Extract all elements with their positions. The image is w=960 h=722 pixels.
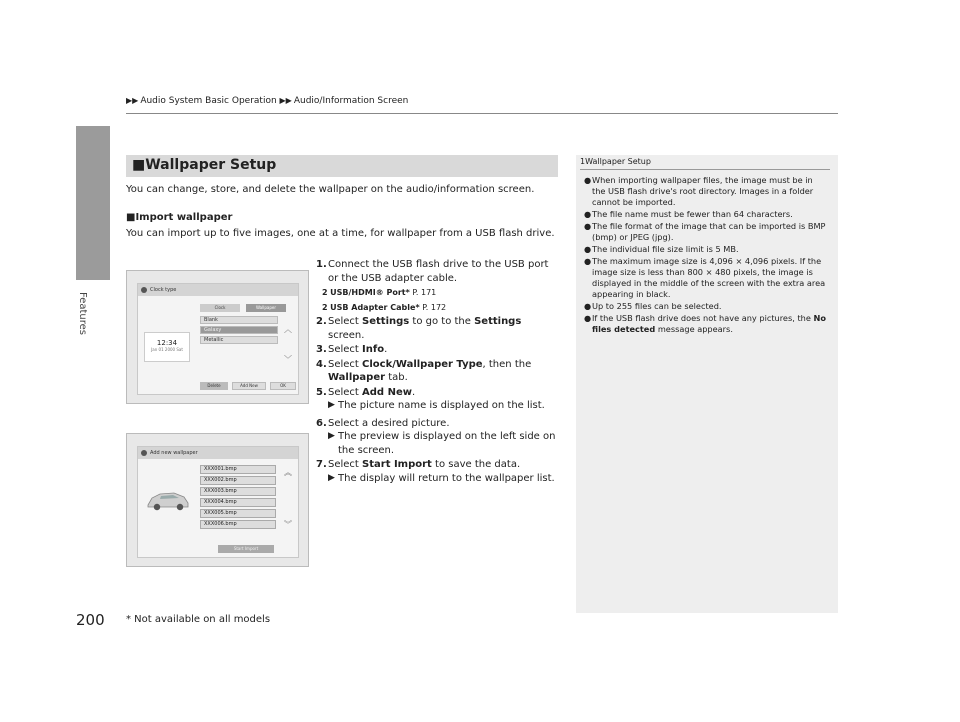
intro-text: You can change, store, and delete the wallpaper on the audio/information screen.: [126, 184, 535, 195]
screen-title: Add new wallpaper: [150, 450, 198, 456]
footnote: * Not available on all models: [126, 614, 271, 625]
clock-preview: [144, 332, 190, 362]
bullet-icon: ●: [584, 221, 592, 231]
step-ui-label: Start Import: [362, 459, 432, 470]
reference-icon: 2: [322, 302, 328, 312]
subsection-marker-icon: ■: [126, 212, 136, 223]
step-item: [316, 343, 560, 357]
section-title: [132, 157, 276, 173]
step-text: , then the: [482, 358, 532, 370]
reference-star: *: [415, 302, 420, 312]
screen-add-wallpaper: [137, 446, 299, 558]
step-text: Select: [328, 459, 363, 470]
notes-list: [584, 175, 828, 336]
step-item: [316, 417, 560, 458]
step-item: [316, 458, 560, 485]
tab-wallpaper[interactable]: Wallpaper: [246, 304, 286, 312]
screen-title-bar: [138, 447, 298, 459]
list-item[interactable]: XXX005.bmp: [200, 509, 276, 518]
file-list: [200, 465, 276, 531]
step-item: [316, 315, 560, 342]
step-number: 2.: [316, 316, 327, 327]
step-text: Connect the USB flash drive to the USB port or the USB adapter cable.: [328, 259, 549, 284]
step-text: .: [384, 344, 388, 355]
screen-title: Clock type: [150, 287, 177, 293]
bullet-icon: ●: [584, 175, 592, 185]
section-marker-icon: ■: [132, 157, 146, 173]
step-text: tab.: [385, 372, 408, 383]
step-text: Select: [328, 358, 363, 370]
breadcrumb-arrow-icon: ▶▶: [279, 96, 292, 105]
step-number: 3.: [316, 344, 327, 355]
scroll-up-icon[interactable]: ︿: [284, 325, 292, 334]
scroll-up-icon[interactable]: ︽: [284, 468, 292, 477]
import-description: You can import up to five images, one at a time, for wallpaper from a USB flash drive.: [126, 228, 555, 239]
wallpaper-list: [200, 316, 278, 346]
screen-title-bar: [138, 284, 298, 296]
scroll-down-icon[interactable]: ﹀: [284, 355, 292, 364]
chapter-tab: [76, 126, 110, 280]
reference-icon: 2: [322, 288, 328, 297]
result-text: The display will return to the wallpaper list.: [338, 472, 555, 484]
step-text: to go to the: [409, 316, 475, 327]
step-item: [316, 358, 560, 385]
list-item[interactable]: XXX006.bmp: [200, 520, 276, 529]
add-wallpaper-screenshot: [126, 433, 309, 567]
delete-button[interactable]: Delete: [200, 382, 228, 390]
reference-page: P. 172: [422, 302, 447, 312]
bullet-icon: ●: [584, 209, 592, 219]
step-text: .: [411, 386, 416, 398]
result-arrow-icon: ▶: [328, 472, 335, 483]
step-number: 5.: [316, 386, 327, 398]
chapter-tab-label: Features: [77, 292, 88, 335]
list-item: [584, 313, 828, 335]
note-text: The individual file size limit is 5 MB.: [592, 244, 739, 254]
note-text: When importing wallpaper files, the image must be in the USB flash drive's root directory. Images in a folder cannot be imported.: [592, 175, 814, 207]
step-text: Select: [328, 344, 363, 355]
breadcrumb-item[interactable]: Audio System Basic Operation: [140, 96, 277, 106]
step-result: [328, 472, 560, 486]
start-import-button[interactable]: Start Import: [218, 545, 274, 553]
step-ui-label: Settings: [362, 316, 410, 327]
result-arrow-icon: ▶: [328, 431, 335, 441]
clock-type-screenshot: [126, 270, 309, 404]
step-item: [316, 386, 560, 413]
subsection-title: [126, 212, 232, 223]
step-result: [328, 430, 560, 457]
step-ui-label: Wallpaper: [328, 372, 386, 383]
step-ui-label: Settings: [474, 316, 522, 327]
step-number: 6.: [316, 417, 327, 429]
list-item[interactable]: XXX001.bmp: [200, 465, 276, 474]
note-text: If the USB flash drive does not have any pictures, the: [592, 313, 814, 323]
sidebar-rule: [580, 169, 830, 170]
list-item[interactable]: XXX004.bmp: [200, 498, 276, 507]
list-item: [584, 209, 828, 220]
step-item: [316, 258, 560, 285]
list-item[interactable]: Blank: [200, 316, 278, 324]
step-text: Select: [328, 386, 363, 398]
step-ui-label: Info: [362, 344, 385, 355]
reference-page: P. 171: [412, 288, 437, 297]
notes-sidebar: [576, 155, 838, 613]
breadcrumb-item[interactable]: Audio/Information Screen: [293, 96, 409, 106]
step-text: to save the data.: [431, 459, 521, 470]
tab-clock[interactable]: Clock: [200, 304, 240, 312]
bullet-icon: ●: [584, 244, 592, 254]
list-item[interactable]: XXX002.bmp: [200, 476, 276, 485]
step-result: [328, 399, 560, 413]
page-number: 200: [76, 611, 105, 629]
list-item: [584, 175, 828, 208]
note-text: The file name must be fewer than 64 characters.: [592, 209, 793, 219]
screen-buttons: [200, 382, 296, 390]
ok-button[interactable]: OK: [270, 382, 296, 390]
step-number: 1.: [316, 259, 327, 270]
note-text: The file format of the image that can be imported is BMP (bmp) or JPEG (jpg).: [592, 221, 826, 242]
reference-label: USB Adapter Cable: [330, 302, 416, 312]
section-header: [126, 155, 558, 177]
list-item: [584, 301, 828, 312]
result-text: The picture name is displayed on the list.: [338, 400, 545, 411]
screen-clock-type: [137, 283, 299, 395]
list-item: [584, 244, 828, 255]
cross-reference[interactable]: [316, 286, 560, 300]
reference-star: *: [405, 288, 410, 297]
back-icon: [141, 287, 147, 293]
section-title-text: Wallpaper Setup: [145, 157, 277, 173]
bullet-icon: ●: [584, 313, 592, 323]
clock-tabs: [200, 304, 296, 312]
step-text: screen.: [328, 329, 365, 341]
subsection-title-text: Import wallpaper: [135, 212, 233, 223]
note-text: message appears.: [655, 324, 733, 334]
list-item[interactable]: Galaxy: [200, 326, 278, 334]
car-preview-icon: [146, 487, 190, 513]
sidebar-heading-text: Wallpaper Setup: [585, 157, 651, 166]
note-text: The maximum image size is 4,096 × 4,096 pixels. If the image size is less than 800 × 480 pixels, the image is displayed in the middle of the screen with the extra area appearing in black.: [592, 256, 826, 299]
list-item[interactable]: XXX003.bmp: [200, 487, 276, 496]
clock-date: Jan 01 2000 Sat: [151, 347, 183, 352]
bullet-icon: ●: [584, 256, 592, 266]
list-item: [584, 256, 828, 300]
result-text: The preview is displayed on the left side on the screen.: [338, 431, 556, 456]
header-rule: [126, 113, 838, 114]
list-item[interactable]: Metallic: [200, 336, 278, 344]
note-text: Up to 255 files can be selected.: [592, 301, 722, 311]
cross-reference[interactable]: [316, 301, 560, 315]
bullet-icon: ●: [584, 301, 592, 311]
step-text: Select a desired picture.: [328, 417, 450, 429]
steps-list: [316, 258, 560, 486]
note-icon: 1: [580, 157, 586, 166]
step-number: 4.: [316, 358, 327, 370]
step-text: Select: [328, 316, 363, 327]
sidebar-heading: [580, 157, 651, 166]
step-number: 7.: [316, 459, 327, 470]
list-item: [584, 221, 828, 243]
scroll-down-icon[interactable]: ︾: [284, 520, 292, 529]
step-ui-label: Add New: [362, 386, 412, 398]
back-icon: [141, 450, 147, 456]
result-arrow-icon: ▶: [328, 400, 335, 410]
clock-time: 12:34: [156, 339, 178, 347]
breadcrumb-arrow-icon: ▶▶: [126, 96, 139, 105]
reference-label: USB/HDMI® Port: [330, 288, 406, 297]
step-ui-label: Clock/Wallpaper Type: [362, 358, 483, 370]
breadcrumb: [126, 96, 408, 106]
add-new-button[interactable]: Add New: [232, 382, 266, 390]
note-ui-message: No files detected: [592, 313, 826, 334]
